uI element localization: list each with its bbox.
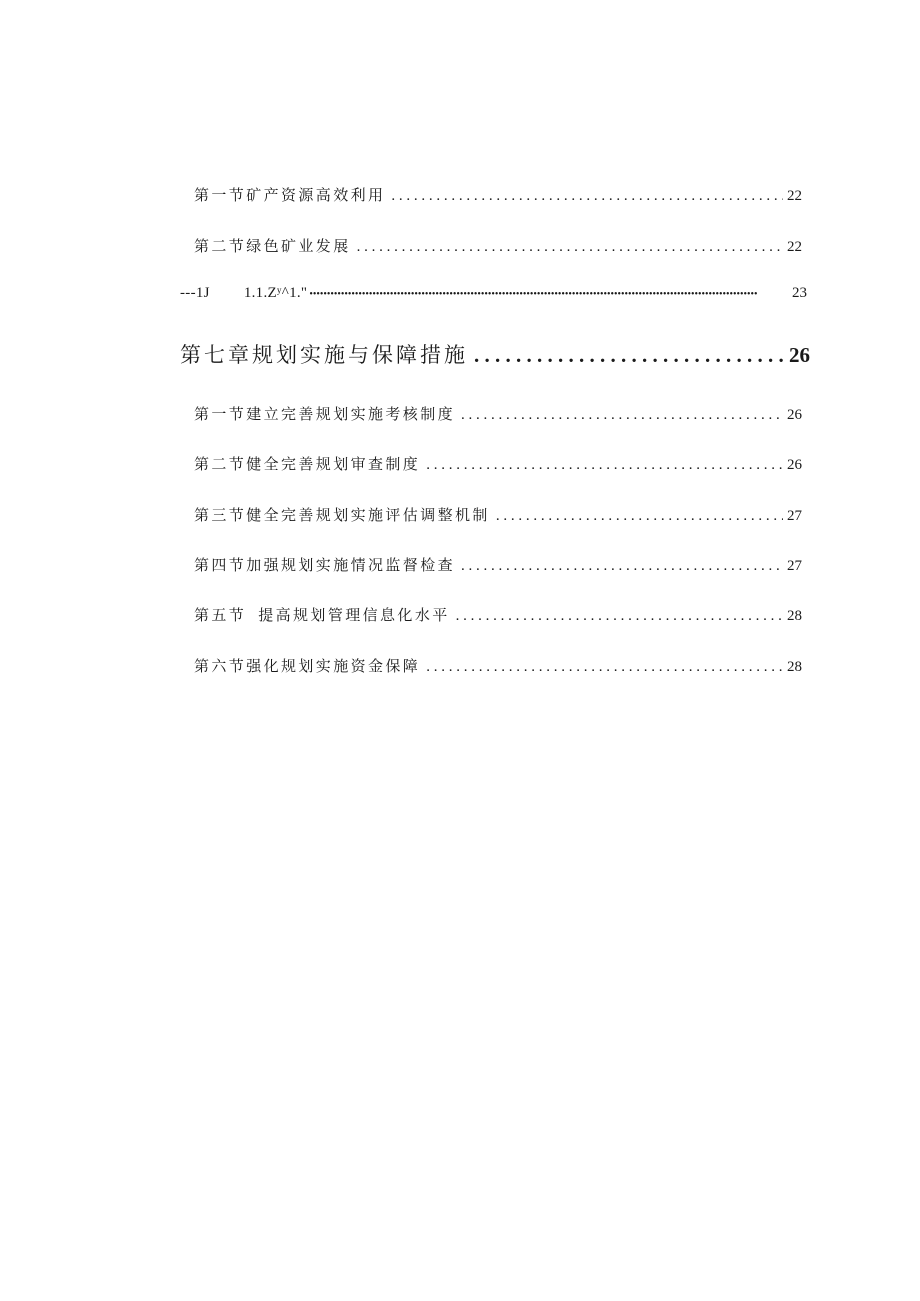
toc-entry-evaluation-mechanism[interactable] bbox=[194, 504, 802, 525]
dot-leader bbox=[474, 343, 785, 368]
toc-page-number: 26 bbox=[787, 457, 802, 473]
toc-page-number: 28 bbox=[787, 608, 802, 624]
toc-page-number: 23 bbox=[792, 285, 807, 301]
toc-entry-garbled-part-b: 1.1.Zʸ^1." bbox=[243, 285, 308, 301]
dot-leader bbox=[456, 608, 783, 625]
toc-entry-garbled[interactable] bbox=[180, 285, 807, 302]
dot-leader bbox=[461, 407, 783, 424]
toc-page-number: 27 bbox=[787, 508, 802, 524]
toc-page-number: 26 bbox=[787, 407, 802, 423]
toc-chapter-title: 第七章规划实施与保障措施 bbox=[180, 343, 468, 367]
toc-page-number: 22 bbox=[787, 188, 802, 204]
toc-entry-title: 第二节绿色矿业发展 bbox=[194, 237, 351, 255]
dot-leader bbox=[496, 508, 783, 525]
toc-page-number: 28 bbox=[787, 659, 802, 675]
toc-page-number: 26 bbox=[789, 343, 810, 367]
toc-entry-title: 第四节加强规划实施情况监督检查 bbox=[194, 556, 456, 574]
dot-leader bbox=[357, 239, 783, 256]
dot-leader bbox=[426, 659, 783, 676]
toc-chapter-7[interactable] bbox=[180, 339, 810, 369]
toc-entry-title: 第三节健全完善规划实施评估调整机制 bbox=[194, 506, 490, 524]
toc-entry-label: 第五节 bbox=[194, 606, 247, 624]
toc-entry-title: 第二节健全完善规划审查制度 bbox=[194, 455, 421, 473]
dot-leader bbox=[461, 558, 783, 575]
dot-leader bbox=[426, 457, 783, 474]
toc-entry-title: 第六节强化规划实施资金保障 bbox=[194, 657, 421, 675]
toc-entry-informatization[interactable] bbox=[194, 604, 802, 625]
bullet-leader bbox=[309, 285, 792, 302]
toc-entry-funding-guarantee[interactable] bbox=[194, 655, 802, 676]
toc-entry-review-system[interactable] bbox=[194, 453, 802, 474]
dot-leader bbox=[391, 188, 783, 205]
toc-page-number: 27 bbox=[787, 558, 802, 574]
toc-entry-title: 第一节矿产资源高效利用 bbox=[194, 186, 386, 204]
toc-entry-mineral-resource-efficient-use[interactable] bbox=[194, 184, 802, 205]
toc-entry-assessment-system[interactable] bbox=[194, 403, 802, 424]
toc-page-number: 22 bbox=[787, 239, 802, 255]
toc-entry-green-mining-development[interactable] bbox=[194, 235, 802, 256]
toc-entry-title: 第一节建立完善规划实施考核制度 bbox=[194, 405, 456, 423]
toc-entry-supervision-inspection[interactable] bbox=[194, 554, 802, 575]
toc-entry-title: 提高规划管理信息化水平 bbox=[258, 606, 450, 624]
toc-entry-garbled-part-a: ---1J bbox=[180, 285, 210, 301]
